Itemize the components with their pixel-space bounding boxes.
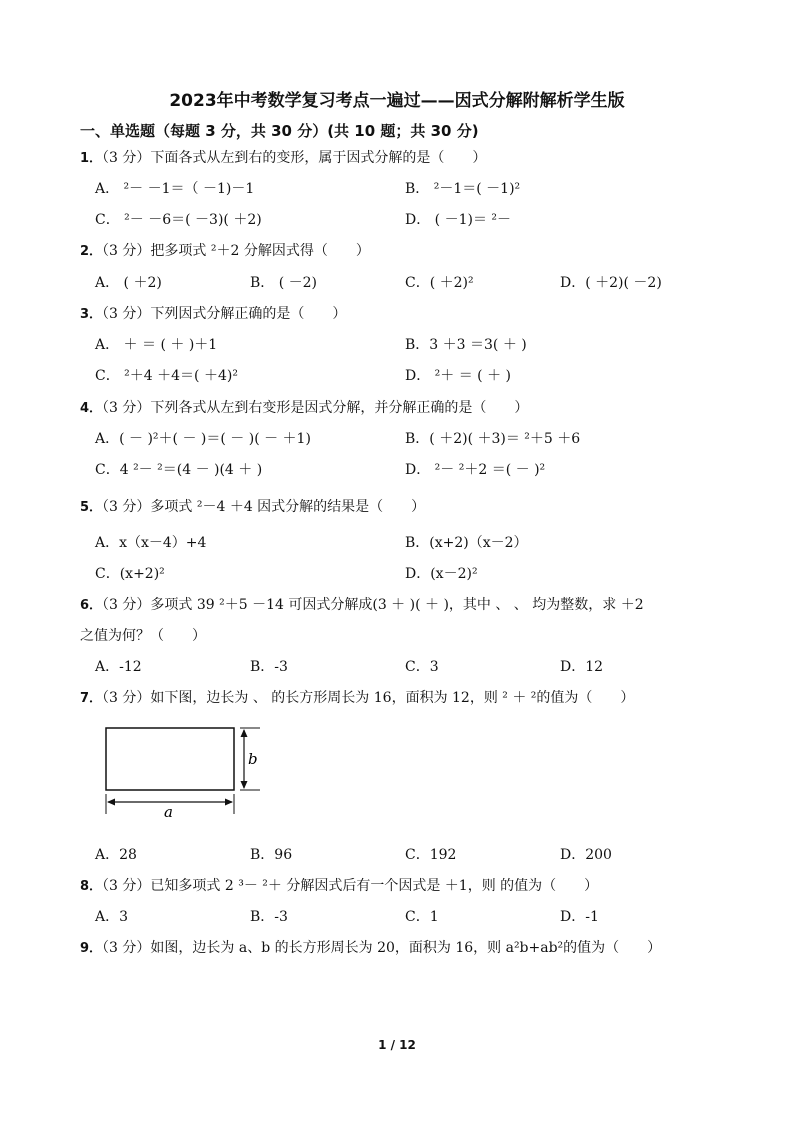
question-number: 5． xyxy=(80,500,103,515)
question-number: 3． xyxy=(80,307,103,322)
question-6-option-a: A．-12 xyxy=(95,659,142,675)
question-4-option-b: B．( ＋2)( ＋3)＝ ²＋5 ＋6 xyxy=(405,431,581,447)
question-text: 把多项式 ²＋2 分解因式得（ ） xyxy=(150,243,370,259)
question-text: 下列因式分解正确的是（ ） xyxy=(150,306,347,322)
document-title: 2023年中考数学复习考点一遍过——因式分解附解析学生版 xyxy=(169,91,625,111)
question-2-option-d: D．( ＋2)( －2) xyxy=(560,275,662,291)
question-score: （3 分） xyxy=(102,499,151,515)
question-3-option-c: C． ²＋4 ＋4＝( ＋4)² xyxy=(95,368,238,384)
question-number: 6． xyxy=(80,598,103,613)
question-7-option-b: B．96 xyxy=(250,847,293,863)
question-score: （3 分） xyxy=(102,597,151,613)
b-arrow-top xyxy=(241,729,248,737)
question-number: 8． xyxy=(80,879,103,894)
question-4-option-d: D． ²－ ²＋2 ＝( － )² xyxy=(405,462,546,478)
question-5-option-c: C．(x+2)² xyxy=(95,566,165,582)
rectangle-figure xyxy=(98,722,268,820)
question-text: 已知多项式 2 ³－ ²＋ 分解因式后有一个因式是 ＋1，则 的值为（ ） xyxy=(150,878,599,894)
question-3-stem xyxy=(80,303,346,323)
question-5-option-d: D．(x－2)² xyxy=(405,566,478,582)
question-score: （3 分） xyxy=(102,940,151,956)
question-5-option-b: B．(x+2)（x－2） xyxy=(405,535,528,551)
question-6-stem xyxy=(80,594,644,614)
question-5-option-a: A．x（x－4）+4 xyxy=(95,535,207,551)
question-score: （3 分） xyxy=(102,306,151,322)
a-arrow-right xyxy=(225,799,233,806)
question-number: 1． xyxy=(80,151,103,166)
question-7-option-c: C．192 xyxy=(405,847,457,863)
question-2-option-a: A． ( ＋2) xyxy=(95,275,162,291)
question-1-option-a: A． ²－ －1＝（ －1)－1 xyxy=(95,181,255,197)
question-3-option-b: B．3 ＋3 ＝3( ＋ ) xyxy=(405,337,527,353)
question-number: 9． xyxy=(80,941,103,956)
question-score: （3 分） xyxy=(102,150,151,166)
question-score: （3 分） xyxy=(102,243,151,259)
question-1-option-d: D． ( －1)＝ ²－ xyxy=(405,212,512,228)
question-3-option-d: D． ²＋ ＝ ( ＋ ) xyxy=(405,368,512,384)
question-number: 4． xyxy=(80,401,103,416)
question-score: （3 分） xyxy=(102,400,151,416)
question-4-stem xyxy=(80,397,528,417)
question-4-option-c: C．4 ²－ ²＝(4 － )(4 ＋ ) xyxy=(95,462,263,478)
question-8-stem xyxy=(80,875,598,895)
question-8-option-b: B．-3 xyxy=(250,909,288,925)
question-text: 如下图，边长为 、 的长方形周长为 16，面积为 12，则 ² ＋ ²的值为（ ） xyxy=(150,690,635,706)
label-a: a xyxy=(164,803,173,820)
question-1-option-c: C． ²－ －6＝( －3)( ＋2) xyxy=(95,212,262,228)
question-7-option-a: A．28 xyxy=(95,847,137,863)
question-8-option-c: C．1 xyxy=(405,909,439,925)
section-heading: 一、单选题（每题 3 分，共 30 分）(共 10 题；共 30 分) xyxy=(80,122,479,140)
question-score: （3 分） xyxy=(102,690,151,706)
question-2-option-c: C．( ＋2)² xyxy=(405,275,474,291)
question-9-stem xyxy=(80,937,661,957)
question-text: 多项式 39 ²＋5 －14 可因式分解成(3 ＋ )( ＋ )，其中 、 、 均为整数，求 ＋2 xyxy=(150,597,644,613)
question-6-option-b: B．-3 xyxy=(250,659,288,675)
question-1-stem xyxy=(80,147,486,167)
question-8-option-d: D．-1 xyxy=(560,909,599,925)
question-text: 下面各式从左到右的变形，属于因式分解的是（ ） xyxy=(150,150,487,166)
label-b: b xyxy=(248,750,258,768)
question-number: 7． xyxy=(80,691,103,706)
question-6-stem-continued: 之值为何？（ ） xyxy=(80,628,206,644)
b-arrow-bottom xyxy=(241,781,248,789)
question-2-option-b: B． ( －2) xyxy=(250,275,318,291)
question-6-option-d: D．12 xyxy=(560,659,604,675)
question-text: 下列各式从左到右变形是因式分解，并分解正确的是（ ） xyxy=(150,400,529,416)
question-2-stem xyxy=(80,240,370,260)
a-arrow-left xyxy=(107,799,115,806)
question-score: （3 分） xyxy=(102,878,151,894)
page-indicator: 1 / 12 xyxy=(378,1038,416,1052)
question-7-stem xyxy=(80,687,634,707)
question-number: 2． xyxy=(80,244,103,259)
question-1-option-b: B． ²－1＝( －1)² xyxy=(405,181,521,197)
question-3-option-a: A． ＋ ＝ ( ＋ )＋1 xyxy=(95,337,218,353)
question-7-option-d: D．200 xyxy=(560,847,612,863)
rectangle-shape xyxy=(106,728,234,790)
question-6-option-c: C．3 xyxy=(405,659,439,675)
question-4-option-a: A．( － )²＋( － )＝( － )( － ＋1) xyxy=(95,431,311,447)
question-text: 多项式 ²－4 ＋4 因式分解的结果是（ ） xyxy=(150,499,426,515)
question-5-stem xyxy=(80,496,425,516)
question-8-option-a: A．3 xyxy=(95,909,129,925)
question-text: 如图，边长为 a、b 的长方形周长为 20，面积为 16，则 a²b+ab²的值为（ ） xyxy=(150,940,662,956)
